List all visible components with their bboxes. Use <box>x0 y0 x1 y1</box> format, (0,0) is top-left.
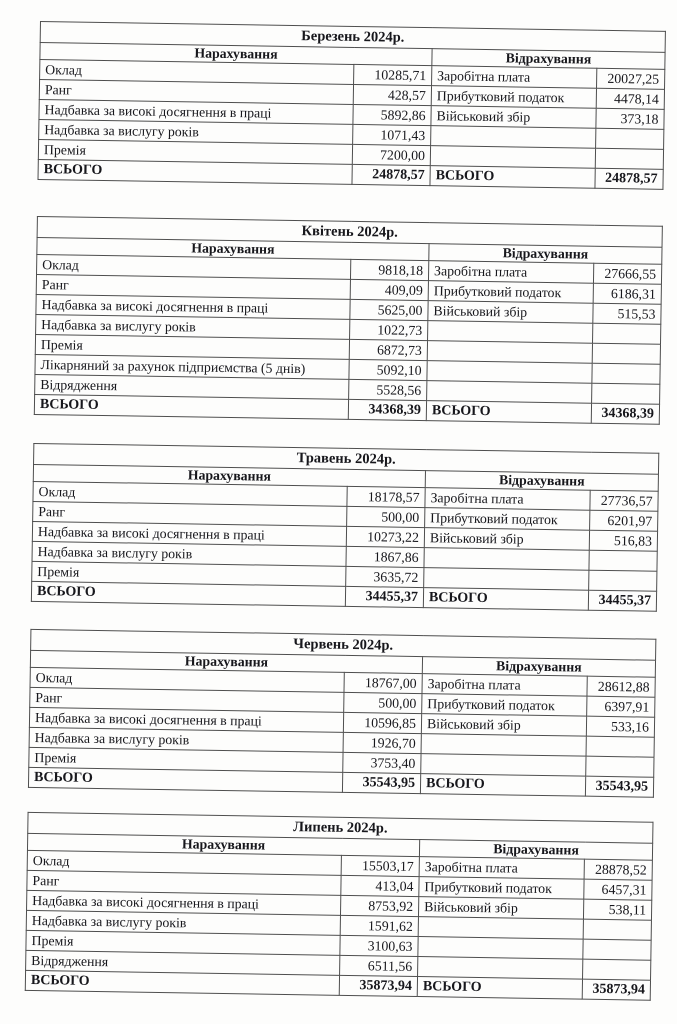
month-title: Квітень 2024р. <box>37 216 662 247</box>
deduction-value: 533,16 <box>586 716 654 737</box>
accrual-label: Надбавка за вислугу років <box>29 727 343 752</box>
empty-cell <box>583 939 651 960</box>
empty-cell <box>596 128 664 149</box>
accrual-label: Надбавка за вислугу років <box>26 910 340 935</box>
accrual-value: 1867,86 <box>346 546 424 567</box>
empty-cell <box>589 550 657 571</box>
deduction-value: 28878,52 <box>584 859 652 880</box>
month-table <box>38 21 666 190</box>
accrual-label: Надбавка за високі досягнення в праці <box>39 99 353 124</box>
month-table <box>31 443 659 612</box>
empty-cell <box>592 343 660 364</box>
accrual-value: 5625,00 <box>350 299 428 320</box>
accrual-value: 15503,17 <box>341 855 419 876</box>
empty-cell <box>418 957 583 980</box>
accrual-value: 1071,43 <box>353 124 431 145</box>
month-table <box>25 812 654 1001</box>
accruals-header: Нарахування <box>40 43 432 66</box>
accruals-total-value: 35543,95 <box>342 772 420 793</box>
deduction-label: Прибутковий податок <box>425 508 590 531</box>
deduction-label: Військовий збір <box>421 714 586 737</box>
deduction-label: Військовий збір <box>428 301 593 324</box>
deductions-total-label: ВСЬОГО <box>423 588 588 611</box>
deduction-label: Заробітна плата <box>432 66 597 89</box>
deduction-label: Заробітна плата <box>428 261 593 284</box>
accruals-total-label: ВСЬОГО <box>38 159 352 184</box>
accruals-total-label: ВСЬОГО <box>25 970 339 995</box>
accrual-value: 5528,56 <box>349 379 427 400</box>
empty-cell <box>424 568 589 591</box>
accrual-label: Надбавка за вислугу років <box>39 119 353 144</box>
deduction-value: 27666,55 <box>593 263 661 284</box>
accrual-label: Оклад <box>40 60 354 85</box>
deduction-value: 6186,31 <box>593 283 661 304</box>
month-table <box>34 216 663 425</box>
accruals-total-value: 35873,94 <box>339 975 417 996</box>
accrual-label: Надбавка за вислугу років <box>36 314 350 339</box>
accrual-value: 413,04 <box>341 875 419 896</box>
deduction-label: Прибутковий податок <box>428 281 593 304</box>
accrual-value: 3753,40 <box>343 752 421 773</box>
document-sheet <box>25 21 665 1001</box>
accrual-value: 1926,70 <box>343 732 421 753</box>
empty-cell <box>418 917 583 940</box>
accrual-label: Ранг <box>39 80 353 105</box>
empty-cell <box>418 937 583 960</box>
accrual-value: 1591,62 <box>340 915 418 936</box>
accruals-total-value: 34455,37 <box>345 586 423 607</box>
deduction-label: Прибутковий податок <box>422 694 587 717</box>
empty-cell <box>583 919 651 940</box>
deductions-total-label: ВСЬОГО <box>430 166 595 189</box>
accrual-value: 3100,63 <box>340 935 418 956</box>
deduction-label: Військовий збір <box>418 897 583 920</box>
accrual-label: Оклад <box>30 667 344 692</box>
deductions-total-value: 34455,37 <box>588 590 656 611</box>
accrual-value: 18767,00 <box>344 672 422 693</box>
accrual-label: Премія <box>26 930 340 955</box>
accrual-value: 8753,92 <box>340 895 418 916</box>
deduction-value: 20027,25 <box>597 68 665 89</box>
accrual-value: 6511,56 <box>340 955 418 976</box>
month-table <box>28 629 656 798</box>
accruals-total-label: ВСЬОГО <box>28 767 342 792</box>
accrual-value: 9818,18 <box>350 259 428 280</box>
accrual-label: Відрядження <box>26 950 340 975</box>
accrual-label: Оклад <box>27 850 341 875</box>
empty-cell <box>424 548 589 571</box>
deduction-label: Заробітна плата <box>419 857 584 880</box>
deduction-value: 6397,91 <box>587 696 655 717</box>
accrual-value: 3635,72 <box>346 566 424 587</box>
empty-cell <box>586 736 654 757</box>
deduction-label: Прибутковий податок <box>419 877 584 900</box>
deductions-total-value: 35873,94 <box>582 979 650 1000</box>
deduction-label: Військовий збір <box>424 528 589 551</box>
deductions-total-label: ВСЬОГО <box>417 977 582 1000</box>
accrual-label: Премія <box>32 561 346 586</box>
accrual-label: Відрядження <box>35 374 349 399</box>
deductions-total-value: 24878,57 <box>595 168 663 189</box>
empty-cell <box>593 323 661 344</box>
accrual-value: 409,09 <box>350 279 428 300</box>
accruals-header: Нарахування <box>33 464 425 487</box>
deduction-label: Заробітна плата <box>422 674 587 697</box>
deduction-label: Прибутковий податок <box>431 86 596 109</box>
deductions-header: Відрахування <box>425 471 658 492</box>
accrual-label: Премія <box>29 747 343 772</box>
empty-cell <box>421 734 586 757</box>
deduction-value: 27736,57 <box>590 490 658 511</box>
deduction-label: Військовий збір <box>431 106 596 129</box>
deduction-value: 515,53 <box>593 303 661 324</box>
empty-cell <box>592 383 660 404</box>
accrual-label: Надбавка за високі досягнення в праці <box>27 890 341 915</box>
accrual-label: Надбавка за високі досягнення в праці <box>36 294 350 319</box>
deductions-total-value: 34368,39 <box>591 403 659 424</box>
accrual-value: 500,00 <box>347 506 425 527</box>
empty-cell <box>427 361 592 384</box>
accruals-header: Нарахування <box>37 237 429 260</box>
accrual-label: Ранг <box>33 501 347 526</box>
accrual-value: 6872,73 <box>349 339 427 360</box>
empty-cell <box>427 381 592 404</box>
accrual-label: Ранг <box>36 274 350 299</box>
deductions-header: Відрахування <box>429 244 662 265</box>
deduction-value: 373,18 <box>596 108 664 129</box>
month-title: Травень 2024р. <box>34 443 659 474</box>
accrual-value: 428,57 <box>353 84 431 105</box>
empty-cell <box>586 756 654 777</box>
accrual-label: Ранг <box>27 870 341 895</box>
accrual-value: 18178,57 <box>347 486 425 507</box>
deduction-value: 6201,97 <box>590 510 658 531</box>
deduction-label: Заробітна плата <box>425 488 590 511</box>
accrual-value: 10285,71 <box>354 64 432 85</box>
accrual-label: Оклад <box>33 481 347 506</box>
accruals-header: Нарахування <box>27 833 419 856</box>
accruals-total-value: 34368,39 <box>348 399 426 420</box>
month-title: Березень 2024р. <box>40 22 665 53</box>
empty-cell <box>589 570 657 591</box>
accrual-value: 1022,73 <box>350 319 428 340</box>
deductions-header: Відрахування <box>422 657 655 678</box>
empty-cell <box>428 321 593 344</box>
empty-cell <box>421 754 586 777</box>
deductions-total-label: ВСЬОГО <box>426 401 591 424</box>
deductions-total-value: 35543,95 <box>585 776 653 797</box>
deductions-header: Відрахування <box>419 840 652 861</box>
accruals-total-label: ВСЬОГО <box>31 581 345 606</box>
accrual-label: Премія <box>38 139 352 164</box>
deduction-value: 6457,31 <box>584 879 652 900</box>
accrual-label: Лікарняний за рахунок підприємства (5 днів) <box>35 354 349 379</box>
accrual-label: Надбавка за вислугу років <box>32 541 346 566</box>
empty-cell <box>583 959 651 980</box>
deduction-value: 4478,14 <box>596 88 664 109</box>
deduction-value: 28612,88 <box>587 676 655 697</box>
month-title: Липень 2024р. <box>28 812 653 843</box>
accrual-label: Ранг <box>30 687 344 712</box>
accruals-total-value: 24878,57 <box>352 164 430 185</box>
month-title: Червень 2024р. <box>31 629 656 660</box>
accrual-value: 5892,86 <box>353 104 431 125</box>
deduction-value: 538,11 <box>583 899 651 920</box>
empty-cell <box>431 126 596 149</box>
accrual-label: Оклад <box>37 254 351 279</box>
empty-cell <box>430 146 595 169</box>
accruals-header: Нарахування <box>30 650 422 673</box>
empty-cell <box>592 363 660 384</box>
accrual-value: 500,00 <box>344 692 422 713</box>
accruals-total-label: ВСЬОГО <box>34 394 348 419</box>
accrual-value: 10273,22 <box>346 526 424 547</box>
deductions-header: Відрахування <box>432 49 665 70</box>
deductions-total-label: ВСЬОГО <box>420 774 585 797</box>
empty-cell <box>595 148 663 169</box>
accrual-value: 10596,85 <box>343 712 421 733</box>
accrual-label: Премія <box>35 334 349 359</box>
empty-cell <box>427 341 592 364</box>
accrual-value: 7200,00 <box>352 144 430 165</box>
accrual-label: Надбавка за високі досягнення в праці <box>32 521 346 546</box>
accrual-value: 5092,10 <box>349 359 427 380</box>
deduction-value: 516,83 <box>589 530 657 551</box>
accrual-label: Надбавка за високі досягнення в праці <box>29 707 343 732</box>
